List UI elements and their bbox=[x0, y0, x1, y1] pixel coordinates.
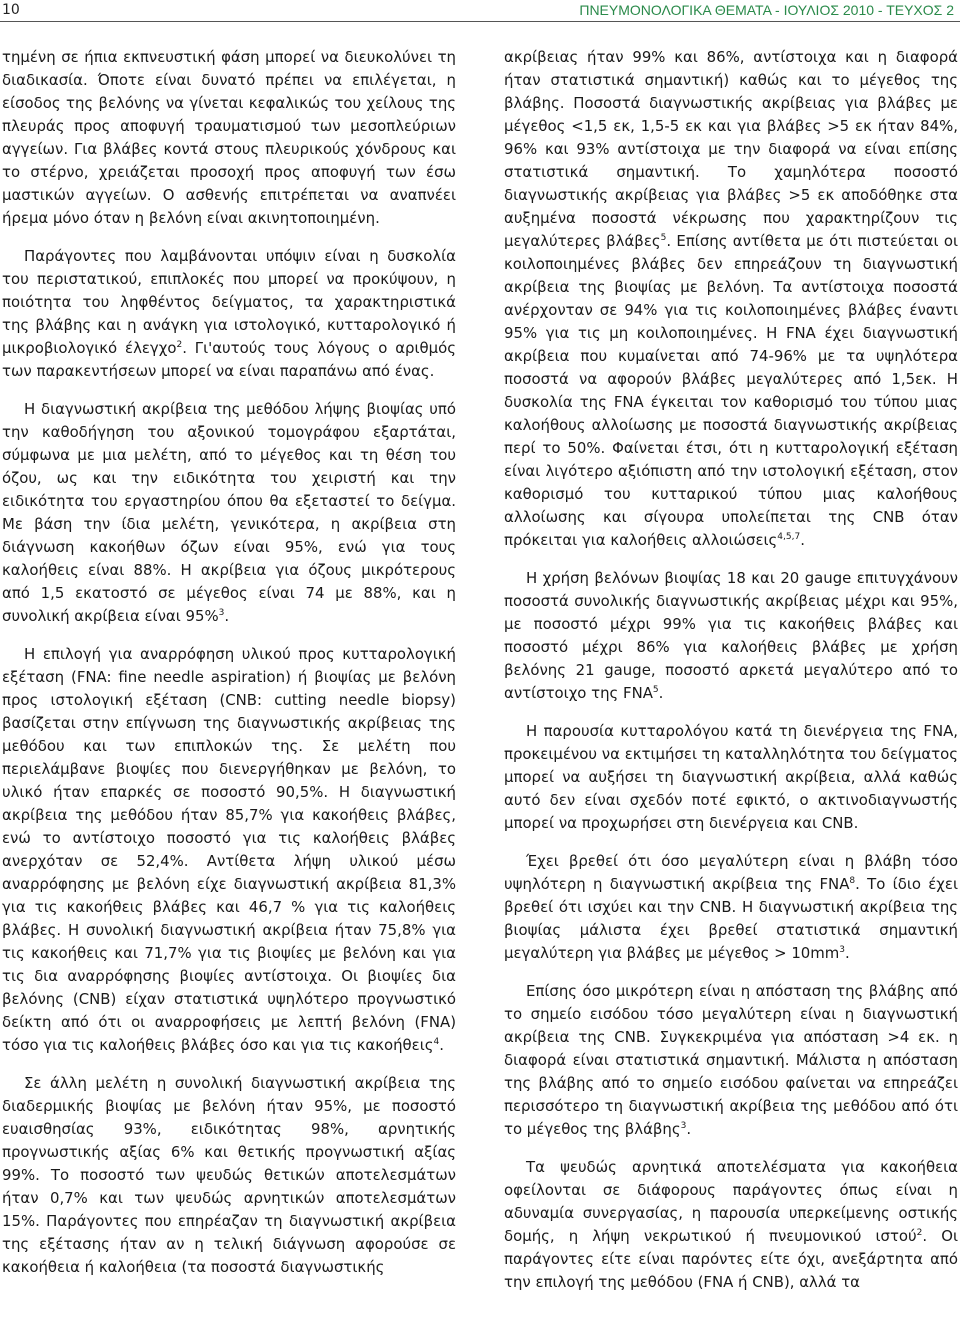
paragraph: τημένη σε ήπια εκπνευστική φάση μπορεί να διευκολύνει τη διαδικασία. Όποτε είναι δυνατό πρέπει να επιλέγεται, η είσοδος της βελόνης να γίνεται κεφαλικώς του χείλους της πλευράς προς αποφυγή τραυματισμού των μεσοπλεύριων αγγείων. Για βλάβες κοντά στους πλευρικούς χόνδρους και το στέρνο, χρειάζεται προσοχή προς αποφυγή των έσω μαστικών αγγείων. Ο ασθενής επιτρέπεται να αναπνέει ήρεμα μόνο όταν η βελόνη είναι ακινητοποιημένη. bbox=[2, 48, 456, 227]
left-column bbox=[2, 46, 456, 1294]
page-number: 10 bbox=[2, 2, 20, 18]
paragraph: Παράγοντες που λαμβάνονται υπόψιν είναι η δυσκολία του περιστατικού, επιπλοκές που μπορεί να προκύψουν, η ποιότητα του ληφθέντος δείγματος, τα χαρακτηριστικά της βλάβης και η ανάγκη για ιστολογικό, κυτταρολογικό ή μικροβιολογικό έλεγχο$^2$. Γι'αυτούς τους λόγους ο αριθμός των παρακεντήσεων μπορεί να είναι παραπάνω από ένας. bbox=[2, 247, 456, 380]
paragraph: Σε άλλη μελέτη η συνολική διαγνωστική ακρίβεια της διαδερμικής βιοψίας με βελόνη ήταν 95%, με ποσοστό ευαισθησίας 93%, ειδικότητας 98%, αρνητικής προγνωστικής αξίας 6% και θετικής προγνωστική αξίας 99%. Το ποσοστό των ψευδώς θετικών αποτελεσμάτων ήταν 0,7% και των ψευδώς αρνητικών αποτελεσμάτων 15%. Παράγοντες που επηρέαζαν τη διαγνωστική ακρίβεια της εξέτασης ήταν αν η τελική διάγνωση αφορούσε σε κακοήθεια ή καλοήθεια (τα ποσοστά διαγνωστικής bbox=[2, 1074, 456, 1276]
journal-running-title: ΠΝΕΥΜΟΝΟΛΟΓΙΚΑ ΘΕΜΑΤΑ - ΙΟΥΛΙΟΣ 2010 - ΤΕΥΧΟΣ 2 bbox=[579, 2, 954, 18]
page-header bbox=[0, 0, 960, 22]
paragraph: Η χρήση βελόνων βιοψίας 18 και 20 gauge επιτυγχάνουν ποσοστά συνολικής διαγνωστικής ακρίβειας μέχρι και 95%, με ποσοστό μέχρι 99% για τις κακοήθεις βλάβες και ποσοστό μέχρι 86% για καλοήθεις βλάβες με χρήση βελόνης 21 gauge, ποσοστό αρκετά μεγαλύτερο από το αντίστοιχο της FNA$^5$. bbox=[504, 569, 958, 702]
paragraph: Τα ψευδώς αρνητικά αποτελέσματα για κακοήθεια οφείλονται σε διάφορους παράγοντες όπως είναι η αδυναμία συνεργασίας, η παρουσία υπερκείμενης οστικής δομής, η λήψη νεκρωτικού ή πνευμονικού ιστού$^2$. Οι παράγοντες είτε είναι παρόντες είτε όχι, ανεξάρτητα από την επιλογή της μεθόδου (FNA ή CNB), αλλά τα bbox=[504, 1158, 958, 1291]
paragraph: Επίσης όσο μικρότερη είναι η απόσταση της βλάβης από το σημείο εισόδου τόσο μεγαλύτερη είναι η διαγνωστική ακρίβεια της CNB. Συγκεκριμένα για απόσταση >4 εκ. η διαφορά είναι στατιστικά σημαντική. Μάλιστα η απόσταση της βλάβης από το σημείο εισόδου φαίνεται να επηρεάζει περισσότερο τη διαγνωστική ακρίβεια της μεθόδου από ότι το μέγεθος της βλάβης$^3$. bbox=[504, 982, 958, 1138]
paragraph: Η παρουσία κυτταρολόγου κατά τη διενέργεια της FNA, προκειμένου να εκτιμήσει τη καταλληλότητα του δείγματος μπορεί να αυξήσει τη διαγνωστική ακρίβεια, αλλά καθώς αυτό δεν είναι σχεδόν ποτέ εφικτό, ο ακτινοδιαγνωστής μπορεί να προχωρήσει στη διενέργεια και CNB. bbox=[504, 722, 958, 832]
header-rule bbox=[0, 21, 960, 22]
paragraph: Η επιλογή για αναρρόφηση υλικού προς κυτταρολογική εξέταση (FNA: fine needle aspiration) ή βιοψίας με βελόνη προς ιστολογική εξέταση (CNB: cutting needle biopsy) βασίζεται στην επίγνωση της διαγνωστικής ακρίβειας της μεθόδου και των επιπλοκών της. Σε μελέτη που περιελάμβανε βιοψίες που διενεργήθηκαν με βελόνη, το υλικό ήταν επαρκές σε ποσοστό 90,5%. Η διαγνωστική ακρίβεια της μεθόδου ήταν 85,7% για κακοήθεις βλάβες, ενώ το αντίστοιχο ποσοστό για τις καλοήθεις βλάβες ανερχόταν σε 52,4%. Αντίθετα λήψη υλικού μέσω αναρρόφησης με βελόνη είχε διαγνωστική ακρίβεια 81,3% για τις κακοήθεις βλάβες και 46,7 % για τις καλοήθεις βλάβες. Η συνολική διαγνωστική ακρίβεια ήταν 75,8% για τις κακοήθεις και 71,7% για τις βιοψίες με βελόνη και για τις δια αναρρόφησης βιοψίες αντίστοιχα. Οι βιοψίες δια βελόνης (CNB) είχαν στατιστικά υψηλότερο προγνωστικό δείκτη από ότι οι αναρροφήσεις με λεπτή βελόνη (FNA) τόσο για τις καλοήθεις βλάβες όσο και για τις κακοήθεις$^4$. bbox=[2, 645, 456, 1054]
paragraph: Η διαγνωστική ακρίβεια της μεθόδου λήψης βιοψίας υπό την καθοδήγηση του αξονικού τομογράφου εξαρτάται, σύμφωνα με μια μελέτη, από το μέγεθος και τη θέση του όζου, ως και την ειδικότητα του χειριστή και την ειδικότητα του εργαστηρίου όπου θα εξεταστεί το δείγμα. Με βάση την ίδια μελέτη, γενικότερα, η ακρίβεια στη διάγνωση κακοήθων όζων είναι 95%, ενώ για τους καλοήθεις είναι 88%. Η ακρίβεια για όζους μικρότερους από 1,5 εκατοστό σε μέγεθος είναι 74 με 88%, και η συνολική ακρίβεια είναι 95%$^3$. bbox=[2, 400, 456, 625]
paragraph: ακρίβειας ήταν 99% και 86%, αντίστοιχα και η διαφορά ήταν στατιστικά σημαντική) καθώς και το μέγεθος της βλάβης. Ποσοστά διαγνωστικής ακρίβειας για βλάβες με μέγεθος <1,5 εκ, 1,5-5 εκ και για βλάβες >5 εκ ήταν 84%, 96% και 93% αντίστοιχα με την διαφορά να είναι επίσης στατιστικά σημαντική. Το χαμηλότερα ποσοστό διαγνωστικής ακρίβειας για βλάβες >5 εκ αποδόθηκε στα αυξημένα ποσοστά νέκρωσης που χαρακτηρίζουν τις μεγαλύτερες βλάβες$^5$. Επίσης αντίθετα με ότι πιστεύεται οι κοιλοποιημένες βλάβες δεν επηρεάζουν τη διαγνωστική ακρίβεια της βιοψίας με βελόνη. Τα αντίστοιχα ποσοστά ανέρχονταν σε 94% για τις κοιλοποιημένες βλάβες έναντι 95% για τις μη κοιλοποιημένες. Η FNA έχει διαγνωστική ακρίβεια που κυμαίνεται από 74-96% με τα υψηλότερα ποσοστά να αφορούν βλάβες μεγαλύτερες από 1,5εκ. Η δυσκολία της FNA έγκειται τον καθορισμό του τύπου μιας καλοήθους αλλοίωσης με ποσοστά διαγνωστικής ακρίβειας περί το 50%. Φαίνεται έτσι, ότι η κυτταρολογική εξέταση είναι λιγότερο αξιόπιστη από την ιστολογική εξέταση, στον καθορισμό του κυτταρικού τύπου μιας καλοήθους αλλοίωσης και σίγουρα υπολείπεται της CNB όταν πρόκειται για καλοήθεις αλλοιώσεις$^{4,5,7}$. bbox=[504, 48, 958, 549]
right-column bbox=[504, 46, 958, 1309]
paragraph: Έχει βρεθεί ότι όσο μεγαλύτερη είναι η βλάβη τόσο υψηλότερη η διαγνωστική ακρίβεια της FNA$^8$. Το ίδιο έχει βρεθεί ότι ισχύει και την CNB. Η διαγνωστική ακρίβεια της βιοψίας μάλιστα έχει βρεθεί στατιστικά σημαντική μεγαλύτερη για βλάβες με $\mu έ\gamma\varepsilon\theta o\varsigma > 10mm^3$. bbox=[504, 852, 958, 962]
